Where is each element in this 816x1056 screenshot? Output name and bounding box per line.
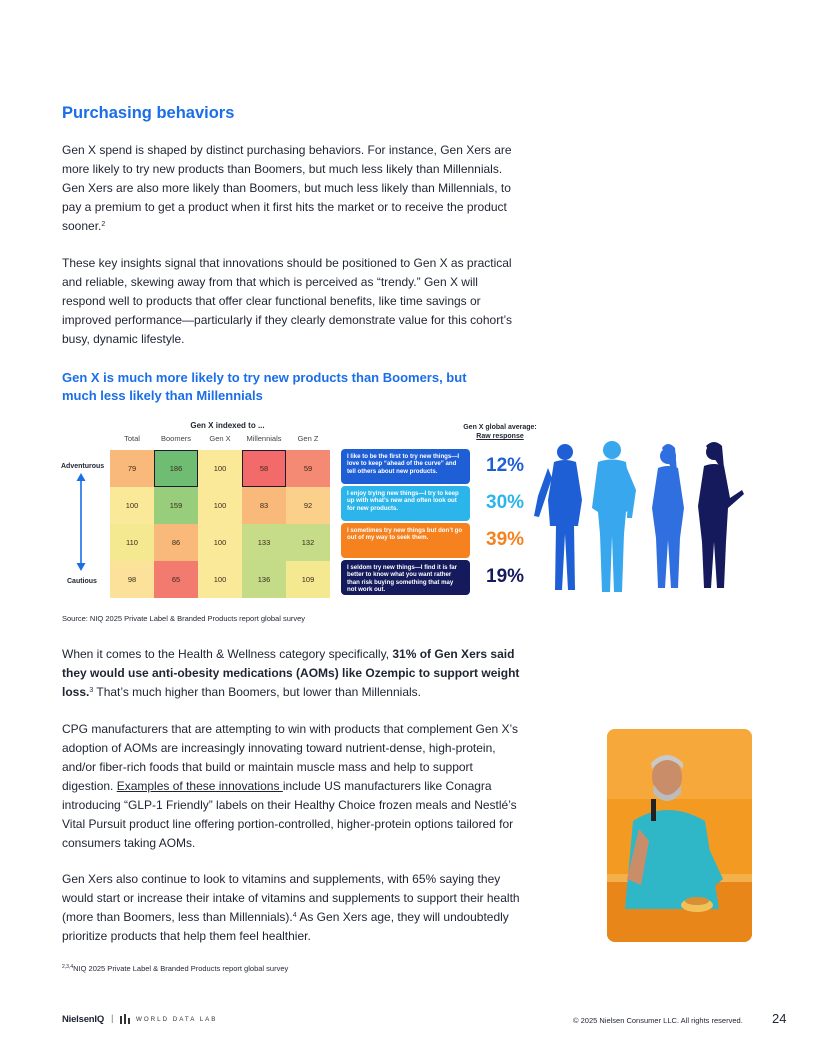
statement-percentage: 19% — [486, 566, 525, 587]
statement-percentage: 39% — [486, 529, 525, 550]
page-number: 24 — [772, 1011, 787, 1026]
heatmap — [60, 418, 340, 603]
world-data-lab-icon — [119, 1014, 131, 1024]
axis-label-cautious: Cautious — [67, 578, 97, 585]
section-title: Purchasing behaviors — [62, 104, 235, 122]
paragraph-aom: When it comes to the Health & Wellness category specifically, 31% of Gen Xers said they would use anti-obesity medications (AOMs) like Ozempic to support weight loss.$^3$ That’s much higher than Boomers, but lower than Millennials. — [62, 647, 520, 699]
heatmap-cell: 109 — [286, 561, 330, 598]
heatmap-cell: 100 — [198, 450, 242, 487]
paragraph-insights: These key insights signal that innovations should be positioned to Gen X as practical and reliable, skewing away from that which is perceived as “trendy.” Gen X will respond well to products that offer clear functional benefits, like time savings or improved performance—particularly if they clearly demonstrate value for this cohort’s busy, dynamic lifestyle. — [62, 256, 512, 346]
person-silhouette-1 — [534, 444, 582, 590]
footnote-ref: 3 — [89, 687, 94, 694]
world-data-lab-logo: WORLD DATA LAB — [136, 1016, 218, 1023]
paragraph-aom-tail: That’s much higher than Boomers, but lower than Millennials. — [93, 685, 421, 699]
paragraph-intro-text: Gen X spend is shaped by distinct purchasing behaviors. For instance, Gen Xers are more likely to try new products than Boomers, but much less likely than Millennials. Gen Xers are also more likely than Boomers, but much less likely than Millennials, to pay a premium to get a product when it first hits the market or to receive the product sooner. — [62, 143, 512, 233]
heatmap-cell: 133 — [242, 524, 286, 561]
footnote — [62, 964, 288, 973]
person-silhouette-4 — [698, 442, 744, 588]
chart-title: Gen X is much more likely to try new products than Boomers, but much less likely than Millennials — [62, 370, 467, 403]
heatmap-cell: 92 — [286, 487, 330, 524]
statement-box: I seldom try new things—I find it is far better to know what you want rather than risk buying something that may not work out. — [341, 560, 470, 595]
heatmap-cell: 86 — [154, 524, 198, 561]
heatmap-column-label: Gen X — [209, 434, 231, 443]
heatmap-column-label: Boomers — [160, 434, 191, 443]
paragraph-vitamins-tail: As Gen Xers age, they will undoubtedly prioritize products that help them feel healthier. — [62, 910, 509, 943]
avg-header-line2: Raw response — [476, 433, 524, 440]
heatmap-cell: 83 — [242, 487, 286, 524]
heatmap-title: Gen X indexed to ... — [190, 421, 265, 430]
heatmap-cell: 136 — [242, 561, 286, 598]
statement-box: I like to be the first to try new things—I love to keep “ahead of the curve” and tell others about new products. — [341, 449, 470, 484]
man-photo — [607, 729, 752, 942]
people-silhouettes — [528, 438, 748, 598]
heatmap-cell: 79 — [110, 450, 154, 487]
axis-label-adventurous: Adventurous — [61, 463, 105, 470]
heatmap-cell: 100 — [198, 561, 242, 598]
footnote-sup: 2,3,4 — [62, 964, 74, 970]
copyright: © 2025 Nielsen Consumer LLC. All rights reserved. — [573, 1016, 743, 1025]
heatmap-cell: 58 — [242, 450, 286, 487]
statement-percentage: 12% — [486, 455, 525, 476]
statement-box: I sometimes try new things but don’t go out of my way to seek them. — [341, 523, 470, 558]
person-silhouette-3 — [652, 444, 684, 588]
paragraph-aom-intro: When it comes to the Health & Wellness category specifically, — [62, 647, 393, 661]
heatmap-cell: 132 — [286, 524, 330, 561]
heatmap-cell: 59 — [286, 450, 330, 487]
heatmap-cell: 98 — [110, 561, 154, 598]
double-arrow-icon — [74, 472, 88, 572]
footnote-text: NIQ 2025 Private Label & Branded Products report global survey — [73, 964, 289, 973]
heatmap-column-label: Total — [124, 434, 140, 443]
paragraph-vitamins — [62, 870, 520, 946]
paragraph-cpg-intro: CPG manufacturers that are attempting to win with products that complement Gen X’s adoption of AOMs are increasingly innovating toward nutrient-dense, high-protein, and/or fiber-rich foods that build or maintain muscle mass and help to support digestion. — [62, 722, 518, 793]
person-silhouette-2 — [592, 441, 636, 592]
paragraph-aom-highlight: 31% of Gen Xers said they would use anti-obesity medications (AOMs) like Ozempic to support weight loss — [62, 647, 520, 699]
footnote-ref: 4 — [292, 912, 297, 919]
heatmap-column-label: Gen Z — [297, 434, 319, 443]
heatmap-cell: 100 — [198, 487, 242, 524]
statement-percentage: 30% — [486, 492, 525, 513]
chart-source: Source: NIQ 2025 Private Label & Branded Products report global survey — [62, 614, 306, 623]
heatmap-cell: 159 — [154, 487, 198, 524]
heatmap-column-label: Millennials — [246, 434, 282, 443]
nielseniq-logo: NielsenIQ — [62, 1014, 105, 1025]
footer-separator: | — [111, 1013, 114, 1024]
paragraph-cpg-tail: include US manufacturers like Conagra introducing “GLP-1 Friendly” labels on their Healthy Choice frozen meals and Nestlé’s Vital Pursuit product line offering portion-controlled, higher-protein options tailored for consumers taking AOMs. — [62, 779, 517, 850]
footnote-ref: 2 — [101, 221, 106, 228]
paragraph-cpg — [62, 720, 520, 853]
paragraph-intro — [62, 141, 520, 236]
heatmap-cell: 100 — [198, 524, 242, 561]
heatmap-cell: 65 — [154, 561, 198, 598]
heatmap-cell: 110 — [110, 524, 154, 561]
paragraph-vitamins-text: Gen Xers also continue to look to vitamins and supplements, with 65% saying they would start or increase their intake of vitamins and supplements to support their health (more than Boomers, less than Millennials). — [62, 872, 520, 924]
heatmap-cell: 100 — [110, 487, 154, 524]
statement-box: I enjoy trying new things—I try to keep up with what’s new and often look out for new products. — [341, 486, 470, 521]
avg-header-line1: Gen X global average: — [463, 424, 537, 431]
heatmap-cell: 186 — [154, 450, 198, 487]
innovations-link[interactable]: Examples of these innovations — [116, 779, 283, 793]
